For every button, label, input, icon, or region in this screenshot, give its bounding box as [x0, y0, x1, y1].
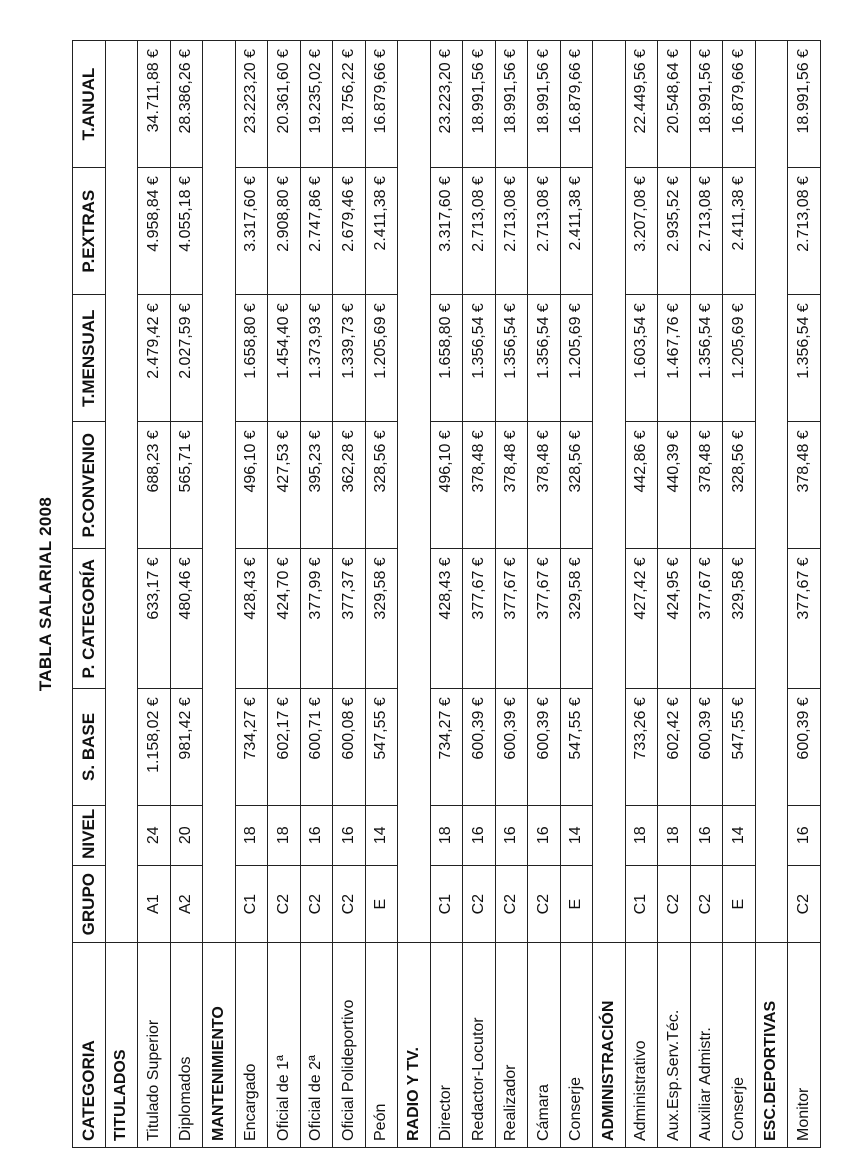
header-nivel: NIVEL	[73, 805, 106, 865]
section-blank-cell	[203, 422, 236, 549]
cell-p-convenio: 496,10 €	[430, 422, 463, 549]
header-p-categoria: P. CATEGORÍA	[73, 549, 106, 689]
section-blank-cell	[398, 549, 431, 689]
section-row	[203, 41, 236, 1148]
section-blank-cell	[203, 295, 236, 422]
cell-p-extras: 2.411,38 €	[365, 168, 398, 295]
cell-categoria: Administrativo	[625, 943, 658, 1148]
cell-t-mensual: 1.454,40 €	[268, 295, 301, 422]
table-row	[235, 41, 268, 1148]
section-blank-cell	[593, 168, 626, 295]
section-label: TITULADOS	[105, 943, 138, 1148]
cell-t-anual: 23.223,20 €	[235, 41, 268, 168]
cell-p-convenio: 565,71 €	[170, 422, 203, 549]
cell-p-convenio: 378,48 €	[495, 422, 528, 549]
cell-p-extras: 4.958,84 €	[138, 168, 171, 295]
cell-p-convenio: 378,48 €	[463, 422, 496, 549]
cell-p-convenio: 328,56 €	[723, 422, 756, 549]
section-blank-cell	[105, 689, 138, 805]
section-blank-cell	[105, 41, 138, 168]
section-blank-cell	[593, 805, 626, 865]
cell-p-categoria: 428,43 €	[235, 549, 268, 689]
cell-grupo: C2	[463, 865, 496, 943]
cell-p-convenio: 395,23 €	[300, 422, 333, 549]
section-blank-cell	[398, 805, 431, 865]
section-row	[105, 41, 138, 1148]
cell-grupo: E	[560, 865, 593, 943]
cell-p-convenio: 328,56 €	[365, 422, 398, 549]
cell-categoria: Oficial Polideportivo	[333, 943, 366, 1148]
section-blank-cell	[593, 549, 626, 689]
header-row	[73, 41, 106, 1148]
cell-s-base: 600,39 €	[463, 689, 496, 805]
cell-t-anual: 18.991,56 €	[690, 41, 723, 168]
header-s-base: S. BASE	[73, 689, 106, 805]
cell-t-mensual: 2.027,59 €	[170, 295, 203, 422]
cell-p-convenio: 442,86 €	[625, 422, 658, 549]
cell-grupo: C2	[300, 865, 333, 943]
table-row	[333, 41, 366, 1148]
section-blank-cell	[755, 689, 788, 805]
cell-t-anual: 18.756,22 €	[333, 41, 366, 168]
cell-p-convenio: 362,28 €	[333, 422, 366, 549]
cell-t-mensual: 2.479,42 €	[138, 295, 171, 422]
cell-p-categoria: 424,95 €	[658, 549, 691, 689]
cell-p-categoria: 377,67 €	[528, 549, 561, 689]
cell-s-base: 547,55 €	[560, 689, 593, 805]
header-t-mensual: T.MENSUAL	[73, 295, 106, 422]
cell-grupo: A1	[138, 865, 171, 943]
cell-t-anual: 20.548,64 €	[658, 41, 691, 168]
cell-grupo: C2	[528, 865, 561, 943]
cell-nivel: 18	[268, 805, 301, 865]
cell-p-extras: 2.935,52 €	[658, 168, 691, 295]
cell-nivel: 16	[690, 805, 723, 865]
header-p-extras: P.EXTRAS	[73, 168, 106, 295]
cell-t-anual: 23.223,20 €	[430, 41, 463, 168]
cell-t-anual: 22.449,56 €	[625, 41, 658, 168]
cell-s-base: 733,26 €	[625, 689, 658, 805]
cell-t-anual: 16.879,66 €	[365, 41, 398, 168]
cell-nivel: 14	[365, 805, 398, 865]
cell-p-convenio: 440,39 €	[658, 422, 691, 549]
cell-nivel: 16	[463, 805, 496, 865]
cell-t-mensual: 1.658,80 €	[430, 295, 463, 422]
cell-t-mensual: 1.467,76 €	[658, 295, 691, 422]
cell-t-mensual: 1.339,73 €	[333, 295, 366, 422]
cell-nivel: 16	[300, 805, 333, 865]
cell-s-base: 600,39 €	[495, 689, 528, 805]
section-blank-cell	[203, 41, 236, 168]
cell-s-base: 547,55 €	[723, 689, 756, 805]
section-blank-cell	[593, 689, 626, 805]
cell-s-base: 600,39 €	[788, 689, 821, 805]
cell-s-base: 981,42 €	[170, 689, 203, 805]
cell-p-categoria: 377,67 €	[690, 549, 723, 689]
table-row	[723, 41, 756, 1148]
cell-nivel: 20	[170, 805, 203, 865]
cell-p-extras: 2.713,08 €	[463, 168, 496, 295]
cell-p-extras: 2.411,38 €	[560, 168, 593, 295]
cell-nivel: 14	[723, 805, 756, 865]
section-blank-cell	[755, 865, 788, 943]
table-row	[138, 41, 171, 1148]
cell-t-mensual: 1.356,54 €	[690, 295, 723, 422]
cell-nivel: 18	[235, 805, 268, 865]
cell-t-mensual: 1.356,54 €	[495, 295, 528, 422]
table-row	[463, 41, 496, 1148]
cell-grupo: C2	[658, 865, 691, 943]
section-blank-cell	[203, 689, 236, 805]
cell-t-anual: 18.991,56 €	[463, 41, 496, 168]
cell-p-categoria: 427,42 €	[625, 549, 658, 689]
table-body	[105, 41, 820, 1148]
header-p-convenio: P.CONVENIO	[73, 422, 106, 549]
section-blank-cell	[755, 549, 788, 689]
table-row	[365, 41, 398, 1148]
table-row	[495, 41, 528, 1148]
cell-categoria: Oficial de 2ª	[300, 943, 333, 1148]
cell-categoria: Redactor-Locutor	[463, 943, 496, 1148]
cell-p-extras: 2.747,86 €	[300, 168, 333, 295]
table-row	[658, 41, 691, 1148]
cell-categoria: Monitor	[788, 943, 821, 1148]
section-row	[398, 41, 431, 1148]
cell-p-extras: 2.713,08 €	[690, 168, 723, 295]
cell-t-mensual: 1.658,80 €	[235, 295, 268, 422]
cell-s-base: 600,08 €	[333, 689, 366, 805]
section-blank-cell	[755, 422, 788, 549]
cell-p-convenio: 378,48 €	[528, 422, 561, 549]
cell-s-base: 600,39 €	[528, 689, 561, 805]
cell-grupo: E	[723, 865, 756, 943]
cell-p-convenio: 688,23 €	[138, 422, 171, 549]
cell-t-anual: 19.235,02 €	[300, 41, 333, 168]
cell-categoria: Conserje	[560, 943, 593, 1148]
cell-categoria: Peón	[365, 943, 398, 1148]
cell-p-categoria: 424,70 €	[268, 549, 301, 689]
table-row	[170, 41, 203, 1148]
cell-p-categoria: 329,58 €	[365, 549, 398, 689]
table-row	[625, 41, 658, 1148]
table-row	[268, 41, 301, 1148]
section-blank-cell	[203, 865, 236, 943]
cell-p-categoria: 377,67 €	[463, 549, 496, 689]
section-blank-cell	[398, 295, 431, 422]
cell-categoria: Auxiliar Admistr.	[690, 943, 723, 1148]
table-row	[560, 41, 593, 1148]
section-blank-cell	[105, 805, 138, 865]
section-label: RADIO Y TV.	[398, 943, 431, 1148]
cell-grupo: C2	[495, 865, 528, 943]
cell-grupo: C1	[430, 865, 463, 943]
salary-table	[72, 40, 821, 1148]
cell-p-categoria: 633,17 €	[138, 549, 171, 689]
cell-p-extras: 2.679,46 €	[333, 168, 366, 295]
cell-t-mensual: 1.603,54 €	[625, 295, 658, 422]
section-blank-cell	[398, 168, 431, 295]
header-categoria: CATEGORIA	[73, 943, 106, 1148]
cell-categoria: Aux.Esp.Serv.Téc.	[658, 943, 691, 1148]
cell-p-categoria: 329,58 €	[560, 549, 593, 689]
section-label: ESC.DEPORTIVAS	[755, 943, 788, 1148]
cell-categoria: Conserje	[723, 943, 756, 1148]
rotated-table-block	[30, 40, 830, 1148]
cell-categoria: Diplomados	[170, 943, 203, 1148]
cell-categoria: Oficial de 1ª	[268, 943, 301, 1148]
cell-t-anual: 18.991,56 €	[495, 41, 528, 168]
cell-p-convenio: 496,10 €	[235, 422, 268, 549]
cell-p-convenio: 378,48 €	[788, 422, 821, 549]
cell-grupo: E	[365, 865, 398, 943]
cell-p-extras: 4.055,18 €	[170, 168, 203, 295]
cell-p-categoria: 329,58 €	[723, 549, 756, 689]
cell-nivel: 18	[625, 805, 658, 865]
cell-p-extras: 2.713,08 €	[528, 168, 561, 295]
section-row	[755, 41, 788, 1148]
cell-s-base: 734,27 €	[235, 689, 268, 805]
section-blank-cell	[203, 549, 236, 689]
cell-t-anual: 18.991,56 €	[788, 41, 821, 168]
section-blank-cell	[755, 295, 788, 422]
cell-categoria: Encargado	[235, 943, 268, 1148]
cell-nivel: 18	[658, 805, 691, 865]
cell-nivel: 14	[560, 805, 593, 865]
cell-p-extras: 3.317,60 €	[235, 168, 268, 295]
cell-nivel: 16	[528, 805, 561, 865]
section-blank-cell	[203, 805, 236, 865]
cell-p-convenio: 427,53 €	[268, 422, 301, 549]
section-label: ADMINISTRACIÓN	[593, 943, 626, 1148]
cell-p-extras: 3.207,08 €	[625, 168, 658, 295]
cell-p-convenio: 328,56 €	[560, 422, 593, 549]
cell-p-categoria: 377,37 €	[333, 549, 366, 689]
cell-t-mensual: 1.356,54 €	[463, 295, 496, 422]
cell-t-anual: 28.386,26 €	[170, 41, 203, 168]
cell-p-categoria: 377,67 €	[495, 549, 528, 689]
cell-categoria: Cámara	[528, 943, 561, 1148]
table-row	[690, 41, 723, 1148]
section-blank-cell	[593, 422, 626, 549]
cell-t-anual: 34.711,88 €	[138, 41, 171, 168]
cell-t-anual: 18.991,56 €	[528, 41, 561, 168]
section-row	[593, 41, 626, 1148]
cell-p-extras: 2.908,80 €	[268, 168, 301, 295]
cell-t-anual: 16.879,66 €	[723, 41, 756, 168]
cell-s-base: 600,39 €	[690, 689, 723, 805]
cell-grupo: C2	[268, 865, 301, 943]
cell-categoria: Director	[430, 943, 463, 1148]
section-blank-cell	[593, 295, 626, 422]
cell-s-base: 1.158,02 €	[138, 689, 171, 805]
cell-p-extras: 2.713,08 €	[495, 168, 528, 295]
section-blank-cell	[755, 168, 788, 295]
cell-s-base: 734,27 €	[430, 689, 463, 805]
cell-grupo: C1	[625, 865, 658, 943]
header-t-anual: T.ANUAL	[73, 41, 106, 168]
cell-t-mensual: 1.205,69 €	[560, 295, 593, 422]
table-row	[300, 41, 333, 1148]
cell-grupo: C2	[333, 865, 366, 943]
cell-t-anual: 16.879,66 €	[560, 41, 593, 168]
section-blank-cell	[398, 689, 431, 805]
section-label: MANTENIMIENTO	[203, 943, 236, 1148]
section-blank-cell	[105, 549, 138, 689]
cell-p-convenio: 378,48 €	[690, 422, 723, 549]
cell-p-extras: 2.713,08 €	[788, 168, 821, 295]
cell-s-base: 600,71 €	[300, 689, 333, 805]
cell-nivel: 24	[138, 805, 171, 865]
cell-t-mensual: 1.205,69 €	[723, 295, 756, 422]
cell-t-anual: 20.361,60 €	[268, 41, 301, 168]
section-blank-cell	[105, 295, 138, 422]
section-blank-cell	[755, 41, 788, 168]
cell-categoria: Realizador	[495, 943, 528, 1148]
cell-nivel: 16	[495, 805, 528, 865]
cell-p-categoria: 428,43 €	[430, 549, 463, 689]
section-blank-cell	[105, 422, 138, 549]
cell-grupo: C1	[235, 865, 268, 943]
section-blank-cell	[105, 865, 138, 943]
header-grupo: GRUPO	[73, 865, 106, 943]
section-blank-cell	[755, 805, 788, 865]
table-row	[788, 41, 821, 1148]
table-row	[528, 41, 561, 1148]
cell-grupo: A2	[170, 865, 203, 943]
cell-p-extras: 2.411,38 €	[723, 168, 756, 295]
section-blank-cell	[203, 168, 236, 295]
cell-nivel: 16	[333, 805, 366, 865]
cell-p-categoria: 377,99 €	[300, 549, 333, 689]
cell-p-extras: 3.317,60 €	[430, 168, 463, 295]
section-blank-cell	[105, 168, 138, 295]
section-blank-cell	[398, 422, 431, 549]
cell-s-base: 602,17 €	[268, 689, 301, 805]
cell-grupo: C2	[788, 865, 821, 943]
cell-nivel: 16	[788, 805, 821, 865]
cell-p-categoria: 480,46 €	[170, 549, 203, 689]
cell-t-mensual: 1.205,69 €	[365, 295, 398, 422]
cell-nivel: 18	[430, 805, 463, 865]
section-blank-cell	[398, 865, 431, 943]
cell-grupo: C2	[690, 865, 723, 943]
table-title: TABLA SALARIAL 2008	[36, 496, 55, 692]
cell-t-mensual: 1.356,54 €	[528, 295, 561, 422]
cell-p-categoria: 377,67 €	[788, 549, 821, 689]
table-row	[430, 41, 463, 1148]
section-blank-cell	[398, 41, 431, 168]
cell-t-mensual: 1.356,54 €	[788, 295, 821, 422]
cell-categoria: Titulado Superior	[138, 943, 171, 1148]
cell-t-mensual: 1.373,93 €	[300, 295, 333, 422]
cell-s-base: 602,42 €	[658, 689, 691, 805]
section-blank-cell	[593, 865, 626, 943]
cell-s-base: 547,55 €	[365, 689, 398, 805]
section-blank-cell	[593, 41, 626, 168]
